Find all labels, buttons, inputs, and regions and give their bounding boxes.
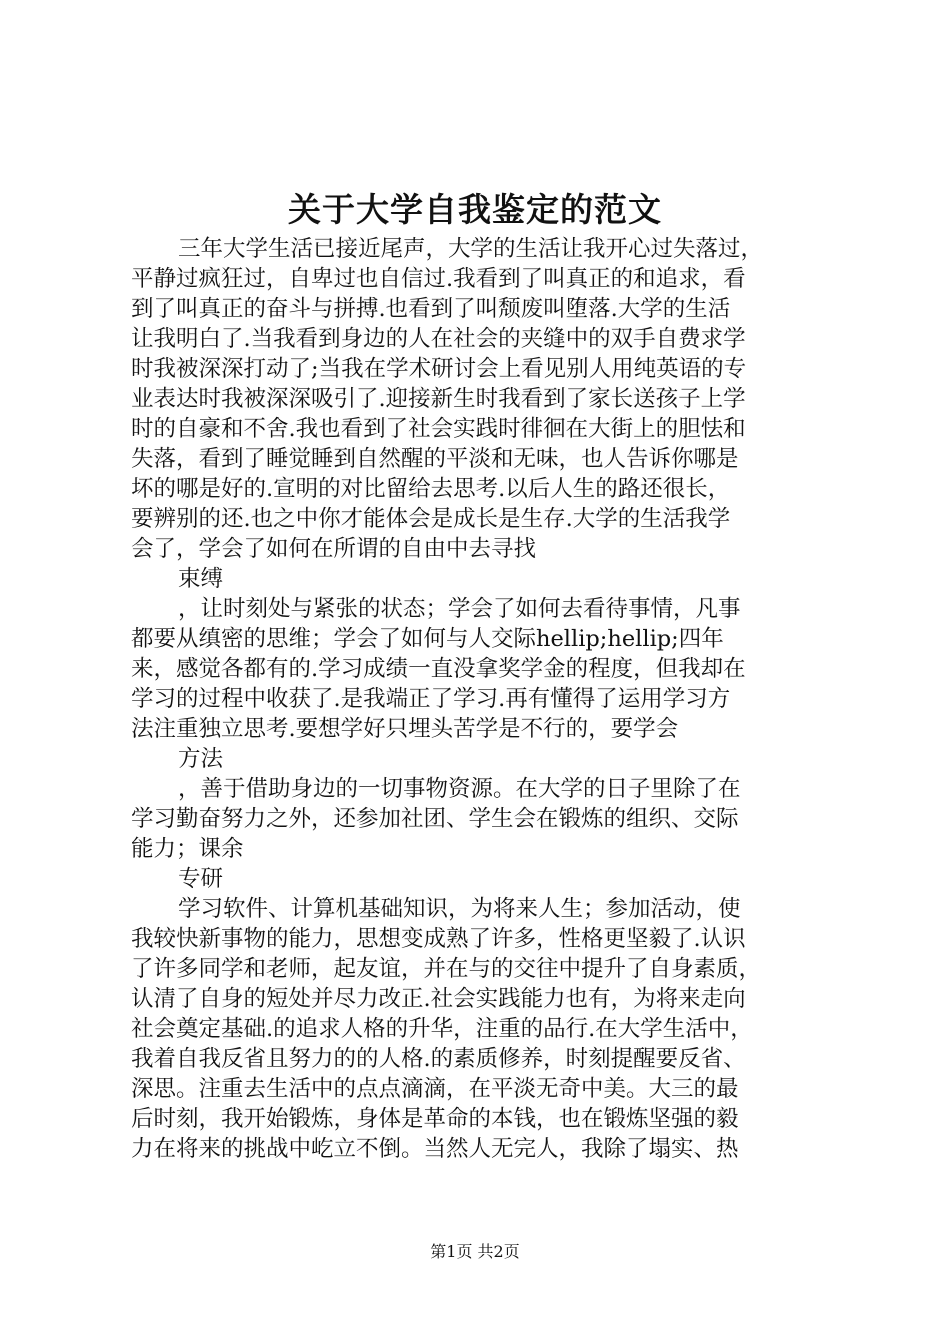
document-body	[131, 234, 831, 1164]
body-text-line: 平静过疯狂过，自卑过也自信过.我看到了叫真正的和追求，看	[131, 266, 746, 292]
body-text-line: 深思。注重去生活中的点点滴滴，在平淡无奇中美。大三的最	[131, 1076, 739, 1102]
body-text-line: 让我明白了.当我看到身边的人在社会的夹缝中的双手自费求学	[131, 326, 746, 352]
body-text-line: 来，感觉各都有的.学习成绩一直没拿奖学金的程度，但我却在	[131, 656, 746, 682]
body-text-line: 学习勤奋努力之外，还参加社团、学生会在锻炼的组织、交际	[131, 806, 739, 832]
body-text-line: 法注重独立思考.要想学好只埋头苦学是不行的，要学会	[131, 716, 679, 742]
body-text-line: 社会奠定基础.的追求人格的升华，注重的品行.在大学生活中，	[131, 1016, 753, 1042]
body-text-line: 要辨别的还.也之中你才能体会是成长是生存.大学的生活我学	[131, 506, 731, 532]
document-title: 关于大学自我鉴定的范文	[288, 190, 662, 229]
body-text-line: 坏的哪是好的.宣明的对比留给去思考.以后人生的路还很长，	[131, 476, 731, 502]
body-text-line: 学习的过程中收获了.是我端正了学习.再有懂得了运用学习方	[131, 686, 731, 712]
body-text-line: 失落，看到了睡觉睡到自然醒的平淡和无味，也人告诉你哪是	[131, 446, 739, 472]
body-text-line: 都要从缜密的思维；学会了如何与人交际hellip;hellip;四年	[131, 626, 724, 652]
body-text-line: ，善于借助身边的一切事物资源。在大学的日子里除了在	[178, 776, 741, 802]
body-text-line: 会了，学会了如何在所谓的自由中去寻找	[131, 536, 537, 562]
body-text-line: 时的自豪和不舍.我也看到了社会实践时徘徊在大街上的胆怯和	[131, 416, 746, 442]
body-text-line: 能力；课余	[131, 836, 244, 862]
body-text-line: 束缚	[178, 566, 224, 592]
body-text-line: 业表达时我被深深吸引了.迎接新生时我看到了家长送孩子上学	[131, 386, 746, 412]
body-text-line: 专研	[178, 866, 224, 892]
body-text-line: 时我被深深打动了;当我在学术研讨会上看见别人用纯英语的专	[131, 356, 747, 382]
body-text-line: 方法	[178, 746, 224, 772]
body-text-line: 三年大学生活已接近尾声，大学的生活让我开心过失落过，	[178, 236, 764, 262]
body-text-line: 我着自我反省且努力的的人格.的素质修养，时刻提醒要反省、	[131, 1046, 746, 1072]
body-text-line: 我较快新事物的能力，思想变成熟了许多，性格更坚毅了.认识	[131, 926, 746, 952]
body-text-line: 到了叫真正的奋斗与拼搏.也看到了叫颓废叫堕落.大学的生活	[131, 296, 731, 322]
body-text-line: 力在将来的挑战中屹立不倒。当然人无完人，我除了塌实、热	[131, 1136, 739, 1162]
body-text-line: 后时刻，我开始锻炼，身体是革命的本钱，也在锻炼坚强的毅	[131, 1106, 739, 1132]
body-text-line: 学习软件、计算机基础知识，为将来人生；参加活动，使	[178, 896, 741, 922]
body-text-line: ，让时刻处与紧张的状态；学会了如何去看待事情，凡事	[178, 596, 741, 622]
body-text-line: 认清了自身的短处并尽力改正.社会实践能力也有，为将来走向	[131, 986, 746, 1012]
page-footer: 第1页 共2页	[430, 1242, 520, 1261]
body-text-line: 了许多同学和老师，起友谊，并在与的交往中提升了自身素质，	[131, 956, 762, 982]
